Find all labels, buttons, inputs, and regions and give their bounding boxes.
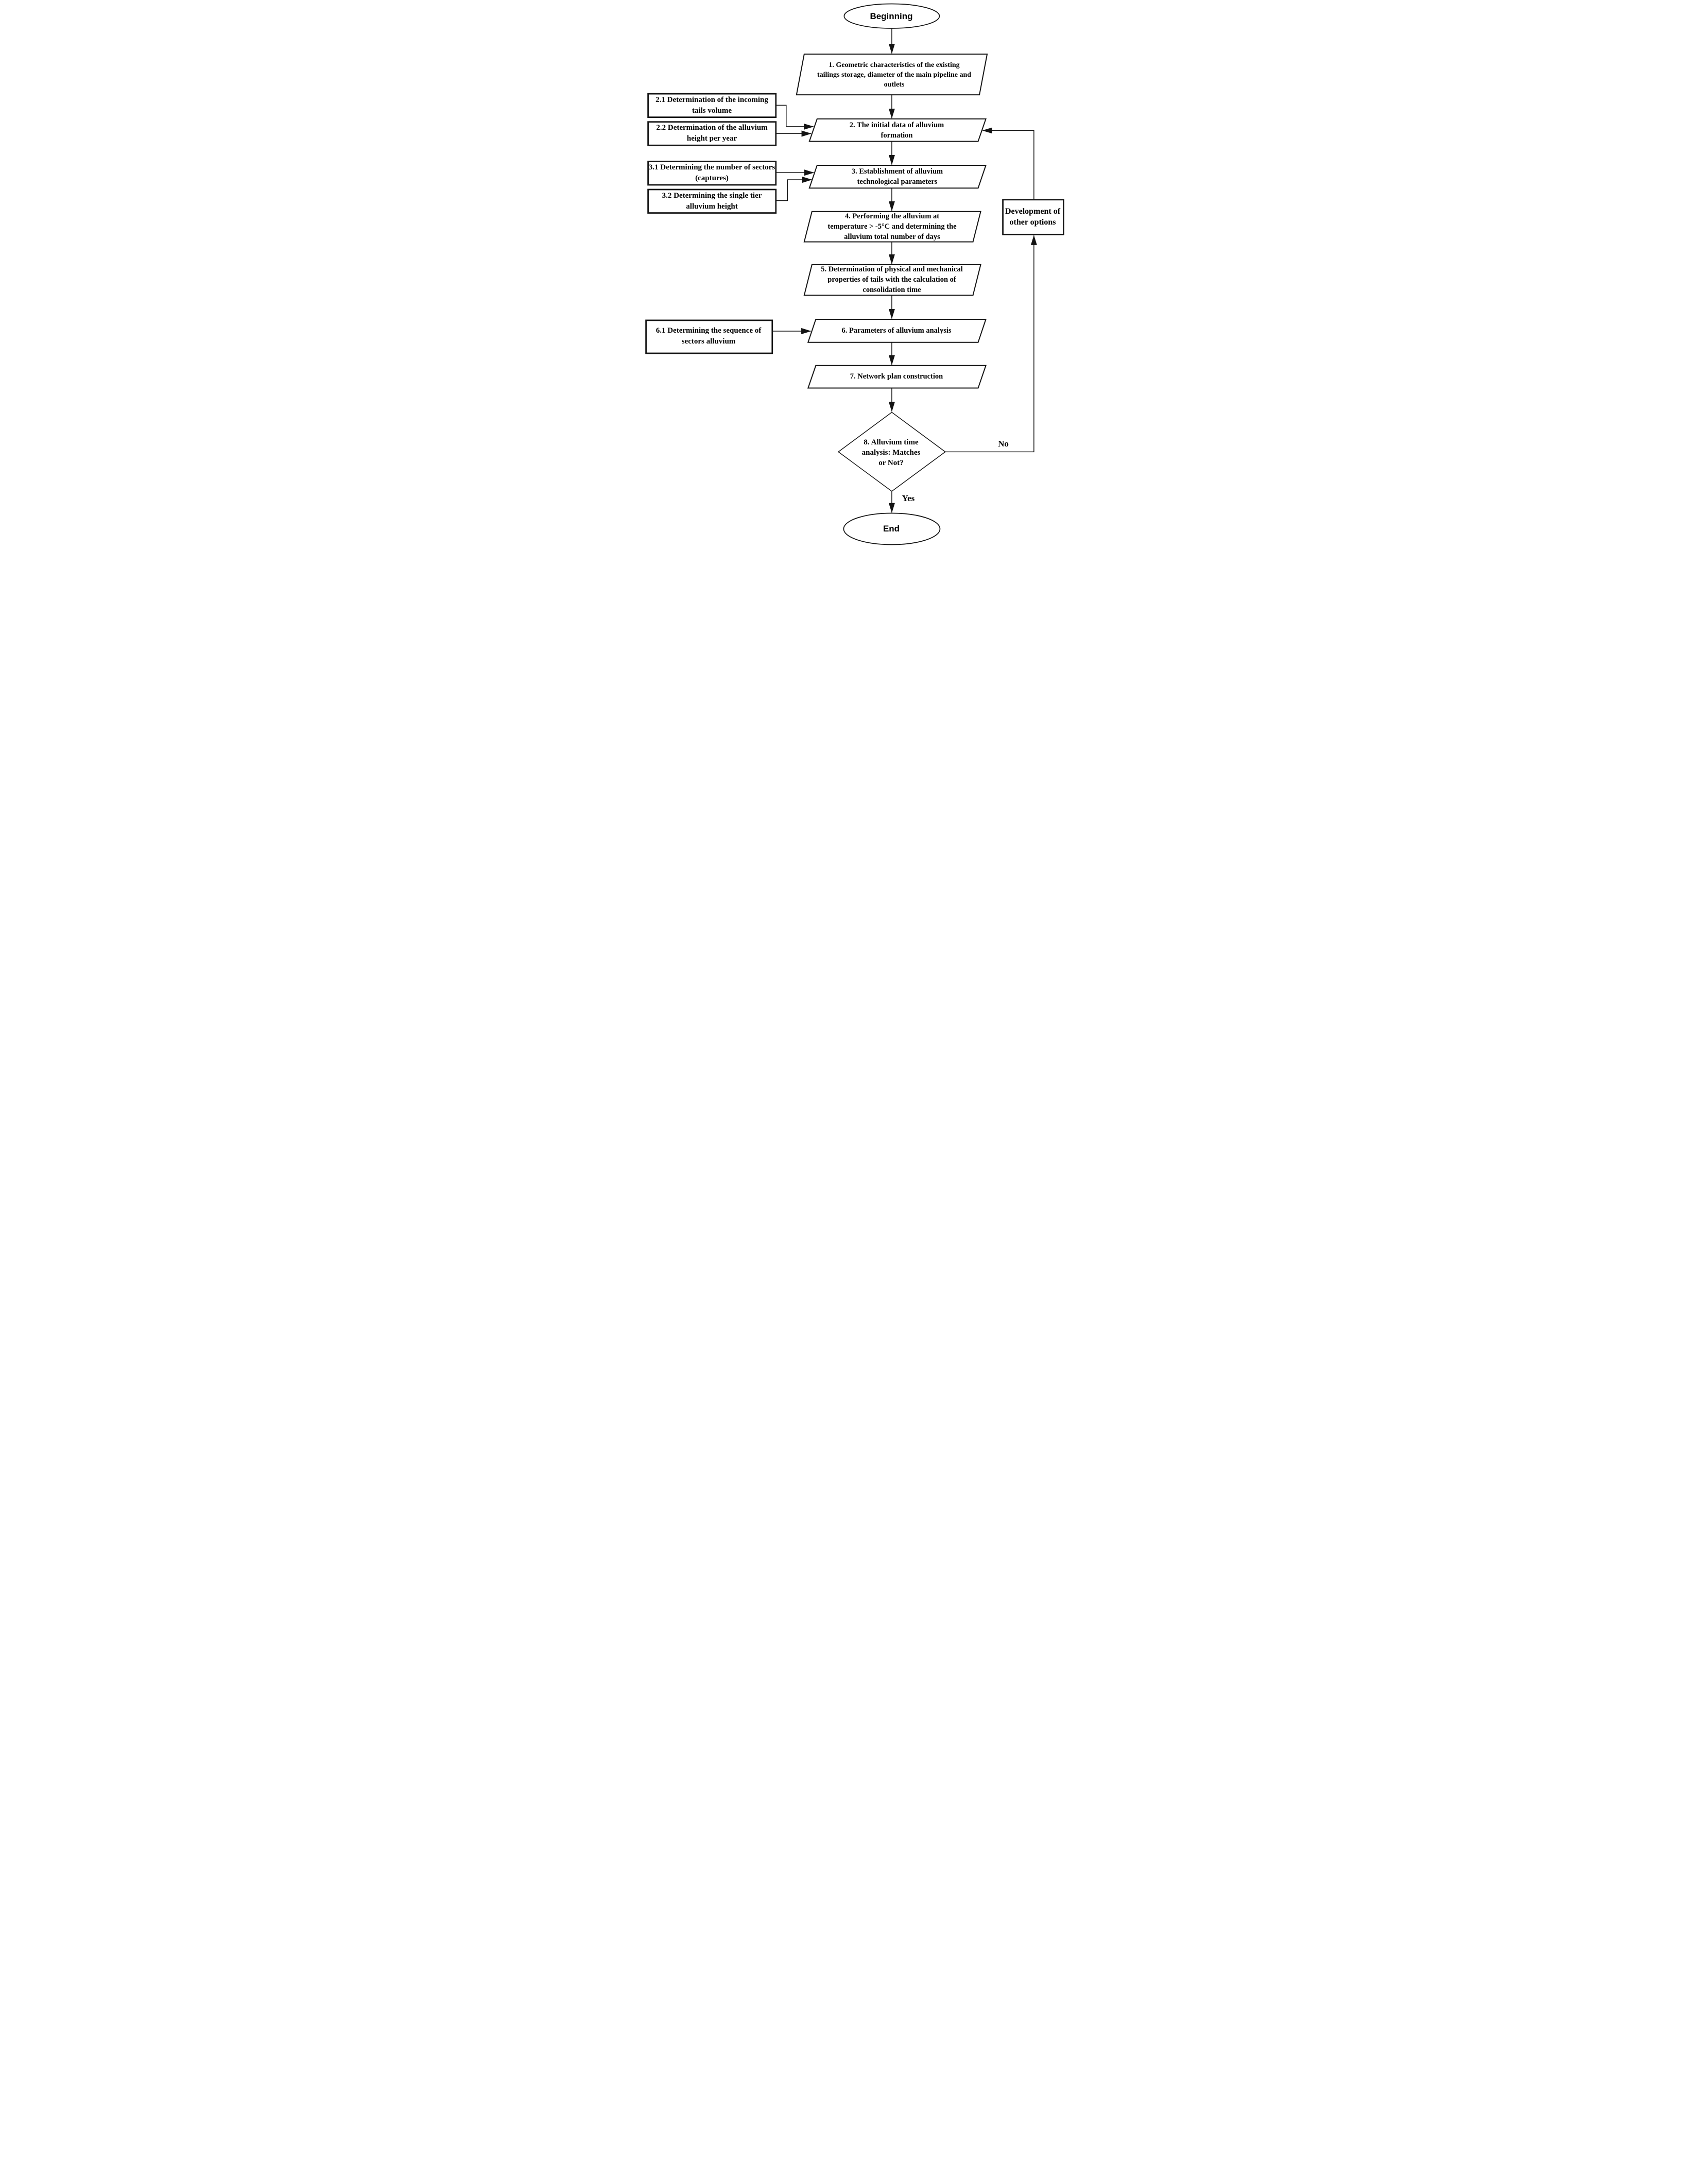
substep-3-2-label: 3.2 Determining the single tier alluvium height <box>662 191 762 211</box>
substep-2-2-label: 2.2 Determination of the alluvium height per year <box>656 124 768 143</box>
connector-2-1 <box>775 105 813 127</box>
branch-label-no: No <box>998 439 1009 449</box>
substep-2-1-label: 2.1 Determination of the incoming tails volume <box>655 95 768 115</box>
step6-label: 6. Parameters of alluvium analysis <box>841 326 952 335</box>
substep-3-1-label: 3.1 Determining the number of sectors (captures) <box>648 163 775 182</box>
loop-path-options-to-step2 <box>982 130 1033 199</box>
step3-label: 3. Establishment of alluvium technological parameters <box>851 167 943 186</box>
end-terminator-label: End <box>883 523 900 534</box>
branch-label-yes: Yes <box>902 493 915 504</box>
step2-label: 2. The initial data of alluvium formation <box>849 121 944 140</box>
flowchart-canvas <box>641 0 1068 546</box>
step4-label: 4. Performing the alluvium at temperature > -5°C and determining the alluvium total number of days <box>827 212 957 241</box>
decision-label: 8. Alluvium time analysis: Matches or Not? <box>861 438 921 468</box>
step7-label: 7. Network plan construction <box>850 372 943 381</box>
step1-label: 1. Geometric characteristics of the existing tailings storage, diameter of the main pipeline and outlets <box>817 61 972 89</box>
substep-6-1-label: 6.1 Determining the sequence of sectors alluvium <box>655 327 762 346</box>
start-terminator-label: Beginning <box>870 11 913 21</box>
loopbox-label: Development of other options <box>1005 207 1061 227</box>
step5-label: 5. Determination of physical and mechanical properties of tails with the calculation of consolidation time <box>821 265 963 294</box>
connector-3-2 <box>775 180 812 201</box>
